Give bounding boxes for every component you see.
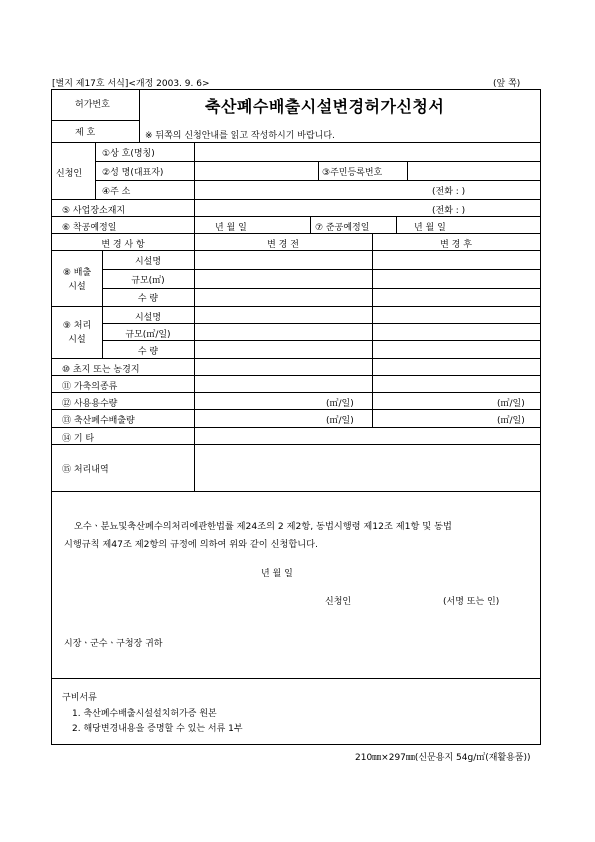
treatment-facility-name-label: 시설명: [134, 313, 162, 323]
after-change-header: 변 경 후: [440, 240, 472, 250]
declaration-line-1: 오수ㆍ분뇨및축산폐수의처리에관한법률 제24조의 2 제2항, 동법시행령 제12조 제1항 및 동법: [74, 521, 452, 532]
signer-label: 신청인: [325, 597, 352, 607]
line: [52, 120, 139, 121]
treatment-facility-label: ⑨ 처리: [62, 321, 92, 331]
declaration-date[interactable]: 년 월 일: [261, 569, 293, 579]
line: [52, 233, 540, 234]
line: [52, 358, 540, 359]
guide-note: ※ 뒤쪽의 신청안내를 읽고 작성하시기 바랍니다.: [145, 131, 335, 141]
paper-spec: 210㎜×297㎜(신문용지 54g/㎡(재활용품)): [355, 753, 531, 763]
other-label: ⑭ 기 타: [62, 434, 95, 444]
permit-number-label: 허가번호: [75, 100, 110, 110]
water-use-unit-after: (㎥/일): [497, 399, 525, 409]
change-item-header: 변 경 사 항: [101, 240, 145, 250]
line: [318, 161, 319, 180]
processing-history-label: ⑮ 처리내역: [62, 465, 109, 475]
site-phone[interactable]: (전화 : ): [432, 206, 466, 216]
site-location-label: ⑤ 사업장소재지: [62, 206, 126, 216]
address-label: ④주 소: [102, 187, 131, 197]
resident-number-field[interactable]: [409, 162, 539, 179]
page-side-label: (앞 쪽): [493, 79, 521, 89]
resident-number-label: ③주민등록번호: [322, 168, 383, 178]
line: [95, 142, 96, 199]
completion-date-label: ⑦ 준공예정일: [315, 223, 370, 233]
line: [52, 427, 540, 428]
discharge-facility-label: ⑧ 배출: [62, 268, 92, 278]
discharge-facility-scale-label: 규모(㎡): [131, 276, 165, 286]
start-date-field[interactable]: 년 월 일: [215, 223, 247, 233]
line: [52, 392, 540, 393]
required-document-item: 2. 해당변경내용을 증명할 수 있는 서류 1부: [72, 724, 243, 734]
line: [102, 269, 540, 270]
required-document-item: 1. 축산폐수배출시설설치허가증 원본: [72, 709, 217, 719]
start-date-label: ⑥ 착공예정일: [62, 223, 117, 233]
trade-name-label: ①상 호(명칭): [102, 149, 155, 159]
line: [396, 216, 397, 233]
treatment-facility-label-2: 시설: [68, 335, 86, 345]
line: [194, 142, 195, 491]
line: [52, 678, 540, 679]
applicant-phone[interactable]: (전화 : ): [432, 187, 466, 197]
discharge-facility-label-2: 시설: [68, 282, 86, 292]
line: [52, 409, 540, 410]
trade-name-field[interactable]: [196, 143, 539, 160]
before-change-header: 변 경 전: [267, 240, 299, 250]
water-use-label: ⑫ 사용용수량: [62, 399, 118, 409]
line: [139, 90, 140, 142]
line: [52, 216, 540, 217]
line: [372, 233, 373, 427]
water-use-unit-before: (㎥/일): [326, 399, 354, 409]
discharge-facility-name-label: 시설명: [134, 257, 162, 267]
discharge-unit-after: (㎥/일): [497, 416, 525, 426]
line: [102, 288, 540, 289]
line: [407, 161, 408, 180]
grassland-label: ⑩ 초지 또는 농경지: [62, 365, 140, 375]
discharge-amount-label: ⑬ 축산폐수배출량: [62, 416, 135, 426]
required-documents-title: 구비서류: [62, 693, 97, 703]
treatment-facility-quantity-label: 수 량: [137, 347, 159, 357]
line: [102, 323, 540, 324]
page-title: 축산폐수배출시설변경허가신청서: [205, 97, 445, 116]
discharge-unit-before: (㎥/일): [326, 416, 354, 426]
completion-date-field[interactable]: 년 월 일: [414, 223, 446, 233]
line: [52, 491, 540, 492]
line: [52, 250, 540, 251]
addressee: 시장ㆍ군수ㆍ구청장 귀하: [64, 639, 163, 649]
applicant-group-label: 신청인: [56, 169, 83, 179]
livestock-type-label: ⑪ 가축의종류: [62, 382, 118, 392]
form-reference: [별지 제17호 서식]<개정 2003. 9. 6>: [52, 79, 210, 89]
representative-name-label: ②성 명(대표자): [102, 168, 164, 178]
representative-name-field[interactable]: [196, 162, 317, 179]
address-field[interactable]: [196, 181, 426, 198]
treatment-facility-scale-label: 규모(㎥/일): [125, 330, 171, 340]
declaration-line-2: 시행규칙 제47조 제2항의 규정에 의하여 위와 같이 신청합니다.: [64, 539, 318, 550]
line: [310, 216, 311, 233]
issue-number-label: 제 호: [75, 128, 96, 138]
discharge-facility-quantity-label: 수 량: [137, 294, 159, 304]
site-location-field[interactable]: [196, 200, 426, 215]
line: [52, 375, 540, 376]
processing-history-field[interactable]: [196, 445, 539, 490]
line: [102, 340, 540, 341]
line: [52, 306, 540, 307]
signature-field[interactable]: (서명 또는 인): [443, 597, 500, 607]
